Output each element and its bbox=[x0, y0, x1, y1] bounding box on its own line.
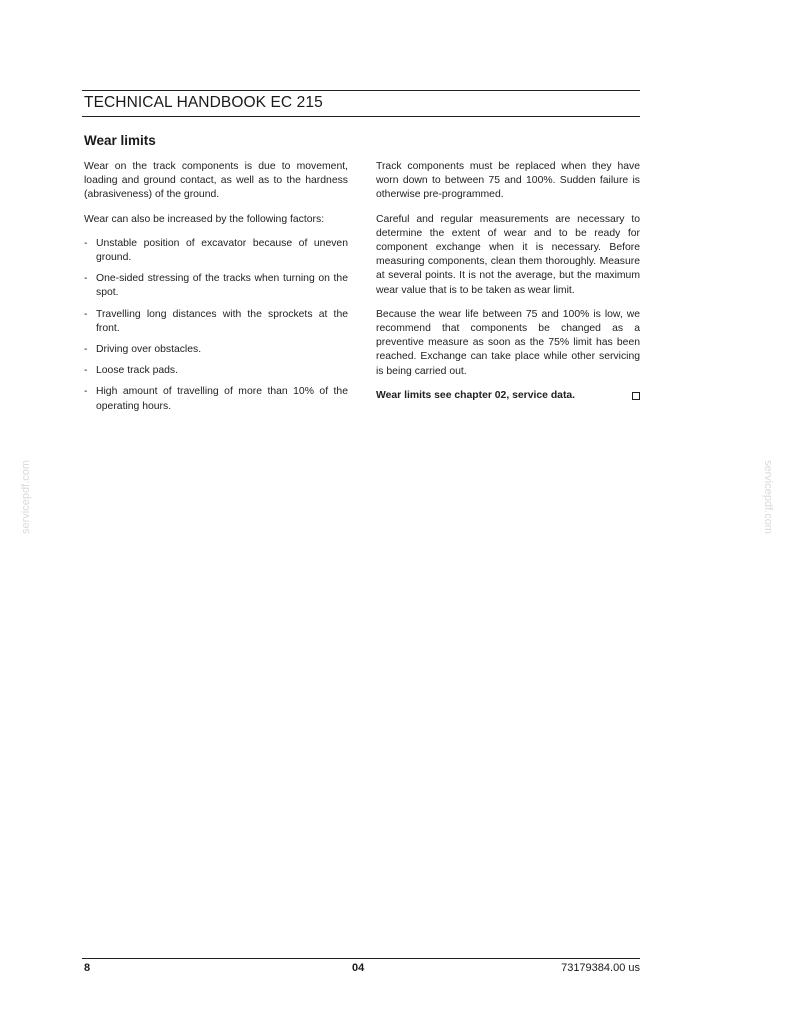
closing-reference bbox=[376, 389, 640, 403]
list-item-text: One-sided stressing of the tracks when turning on the spot. bbox=[96, 273, 348, 299]
header-rule-top bbox=[82, 90, 640, 91]
bullet-dash: - bbox=[84, 344, 88, 356]
footer-document-code: 73179384.00 us bbox=[561, 962, 640, 974]
header-rule-bottom bbox=[82, 116, 640, 117]
right-column bbox=[376, 160, 640, 403]
list-item-text: High amount of travelling of more than 10% of the operating hours. bbox=[96, 386, 348, 412]
watermark-right: servicepdf.com bbox=[762, 460, 774, 534]
list-item-text: Loose track pads. bbox=[96, 365, 179, 377]
paragraph-measurement: Careful and regular measurements are necessary to determine the extent of wear and to be ready for component exchange when it is necessary. Before measuring components, clean them thoroughly. Measure at several points. It is not the average, but the maximum wear value that is to be taken as wear limit. bbox=[376, 213, 640, 296]
watermark-left: servicepdf.com bbox=[20, 460, 32, 534]
bullet-dash: - bbox=[84, 308, 88, 320]
closing-reference-text: Wear limits see chapter 02, service data. bbox=[376, 389, 576, 401]
list-item-text: Travelling long distances with the sprockets at the front. bbox=[96, 308, 348, 334]
paragraph-wear-causes: Wear on the track components is due to movement, loading and ground contact, as well as to the hardness (abrasiveness) of the ground. bbox=[84, 161, 348, 201]
list-item bbox=[84, 272, 348, 300]
factors-list bbox=[84, 237, 348, 414]
list-item-text: Driving over obstacles. bbox=[96, 344, 202, 356]
list-item-text: Unstable position of excavator because of uneven ground. bbox=[96, 237, 348, 264]
bullet-dash: - bbox=[84, 365, 88, 377]
paragraph-factors-intro: Wear can also be increased by the following factors: bbox=[84, 213, 325, 225]
bullet-dash: - bbox=[84, 386, 88, 398]
list-item bbox=[84, 308, 348, 336]
square-end-mark-icon bbox=[632, 392, 640, 400]
page-header-title: TECHNICAL HANDBOOK EC 215 bbox=[84, 94, 323, 111]
bullet-dash: - bbox=[84, 237, 88, 249]
list-item bbox=[84, 364, 348, 378]
footer-chapter-number: 04 bbox=[352, 962, 365, 974]
left-column bbox=[84, 160, 348, 421]
bullet-dash: - bbox=[84, 273, 88, 285]
section-title: Wear limits bbox=[84, 133, 156, 148]
list-item bbox=[84, 237, 348, 265]
paragraph-replacement: Track components must be replaced when they have worn down to between 75 and 100%. Sudden failure is otherwise pre-programmed. bbox=[376, 161, 640, 201]
paragraph-preventive: Because the wear life between 75 and 100% is low, we recommend that components be changed as a preventive measure as soon as the 75% limit has been reached. Exchange can take place while other servicing is being carried out. bbox=[376, 308, 640, 377]
list-item bbox=[84, 385, 348, 413]
footer-page-number: 8 bbox=[84, 962, 91, 974]
footer-rule bbox=[82, 958, 640, 959]
list-item bbox=[84, 343, 348, 357]
